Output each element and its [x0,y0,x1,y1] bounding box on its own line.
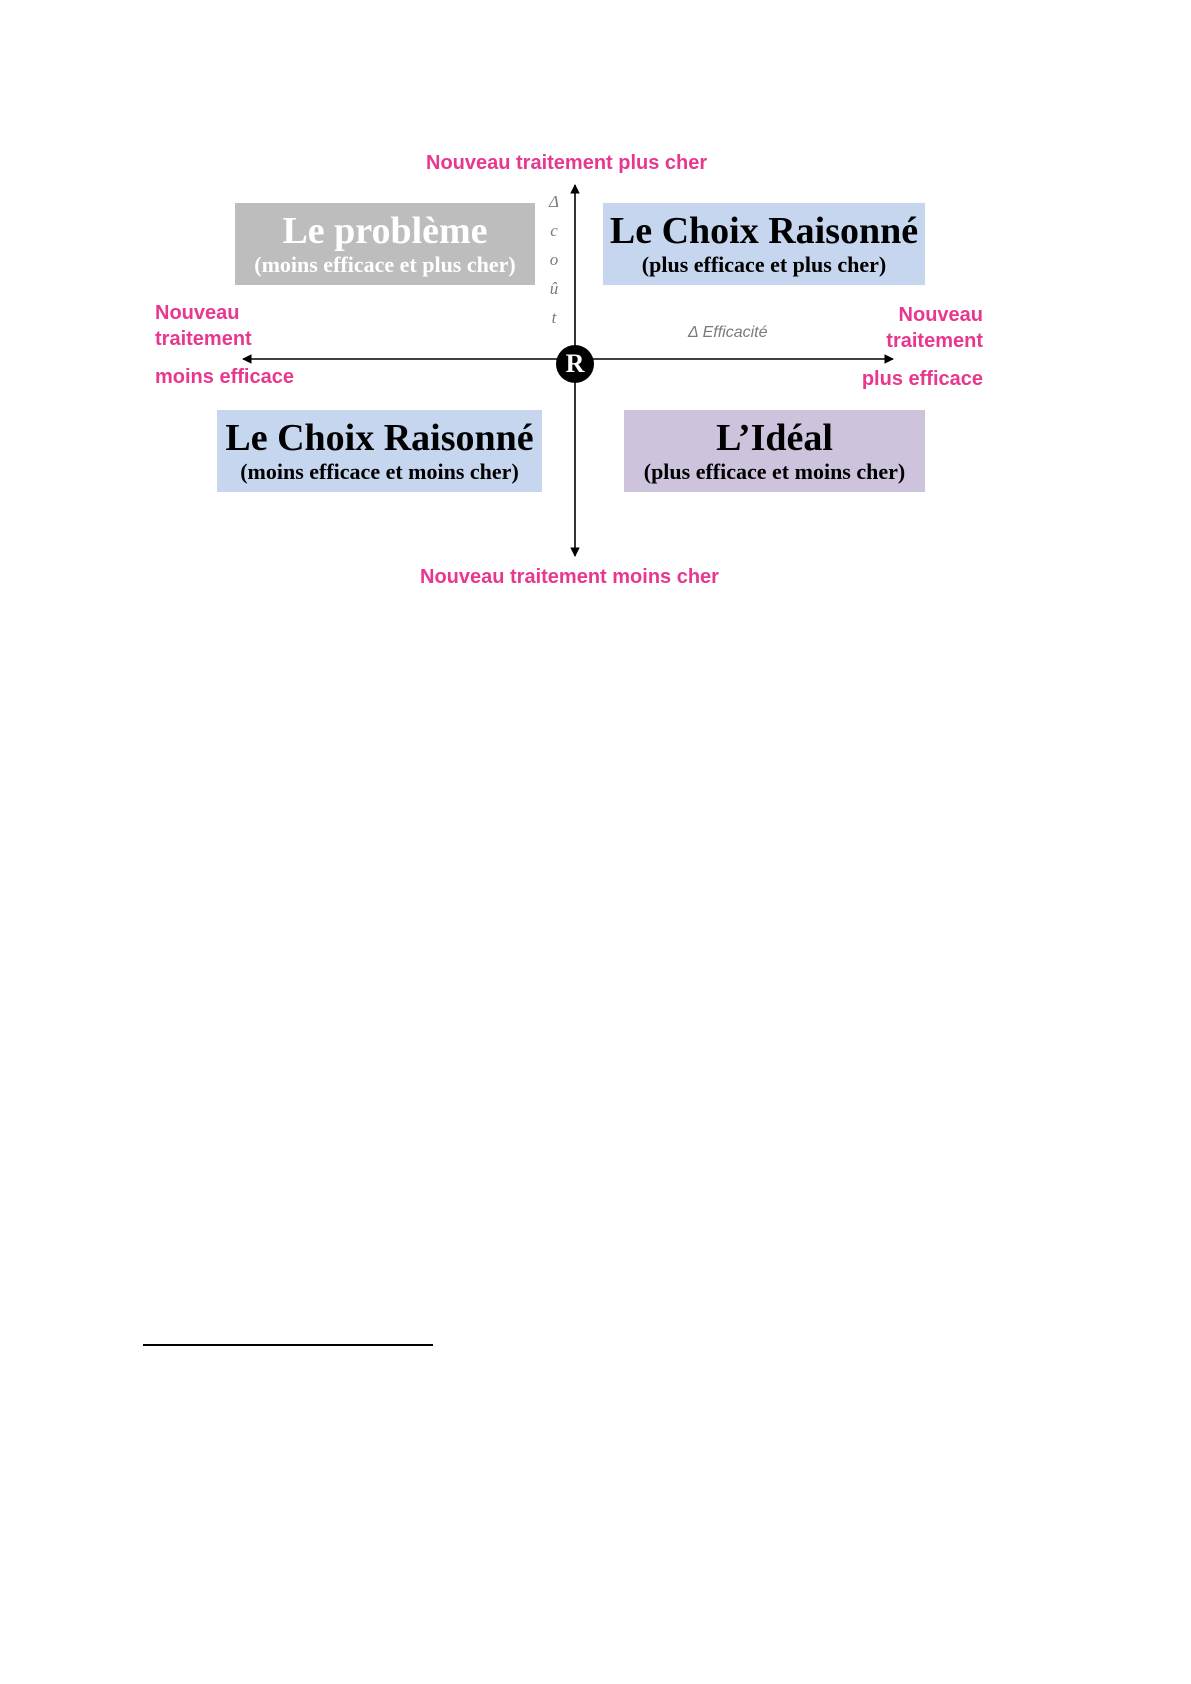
cost-letter: t [551,308,557,327]
quadrant-bottom-right [624,410,925,492]
cost-letter: û [549,279,559,298]
efficacy-axis-label: Δ Efficacité [688,324,768,341]
quadrant-title: Le Choix Raisonné [225,417,534,459]
quadrant-title: Le problème [282,210,488,252]
axis-bottom-label: Nouveau traitement moins cher [420,566,719,588]
cost-letter: c [550,221,558,240]
footnote-separator [143,1344,433,1346]
cost-effectiveness-plane [0,0,1191,620]
origin-marker: R [556,345,594,383]
quadrant-subtitle: (plus efficace et moins cher) [643,459,906,484]
axis-right-label-line2: traitement [886,330,983,352]
axis-left-label-line3: moins efficace [155,366,294,388]
quadrant-bottom-left [217,410,542,492]
quadrant-top-right [603,203,925,285]
quadrant-subtitle: (plus efficace et plus cher) [641,252,887,277]
axis-right-label-line1: Nouveau [898,304,983,326]
cost-letter: o [549,250,559,269]
cost-axis-label [544,187,564,332]
quadrant-subtitle: (moins efficace et moins cher) [240,459,519,484]
quadrant-top-left [235,203,535,285]
axis-left-label-line2: traitement [155,328,252,350]
axis-top-label: Nouveau traitement plus cher [426,152,708,174]
quadrant-subtitle: (moins efficace et plus cher) [254,252,516,277]
axis-left-label-line1: Nouveau [155,302,240,324]
cost-letter: Δ [549,192,559,211]
quadrant-title: L’Idéal [716,417,833,459]
axis-right-label-line3: plus efficace [861,368,983,390]
quadrant-title: Le Choix Raisonné [609,210,919,252]
